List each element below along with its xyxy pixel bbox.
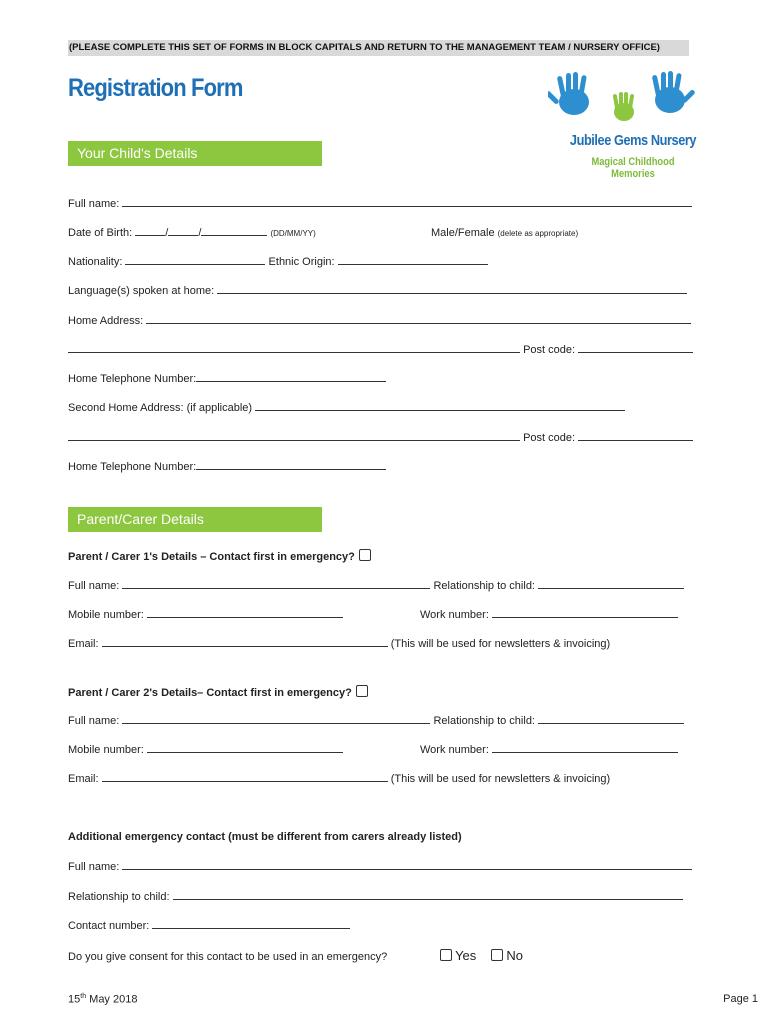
- consent-yes-checkbox[interactable]: [440, 949, 452, 961]
- language-field[interactable]: [217, 284, 687, 294]
- second-address-line2-field[interactable]: [68, 431, 520, 441]
- footer-date-suffix: th: [80, 993, 87, 1000]
- carer2-email-row: [68, 772, 610, 786]
- carer2-email-note: (This will be used for newsletters & invoicing): [390, 773, 611, 785]
- footer-date: [68, 993, 137, 1006]
- carer1-email-row: [68, 637, 610, 651]
- footer-date-rest: May 2018: [86, 993, 138, 1006]
- carer2-heading-row: [68, 685, 368, 699]
- carer2-name-label: Full name:: [68, 715, 120, 727]
- instructions-banner: (PLEASE COMPLETE THIS SET OF FORMS IN BLOCK CAPITALS AND RETURN TO THE MANAGEMENT TEAM / NURSERY OFFICE): [68, 40, 689, 56]
- emergency-name-field[interactable]: [122, 860, 692, 870]
- dob-format-hint: (DD/MM/YY): [270, 229, 316, 238]
- emergency-contact-label: Contact number:: [68, 920, 150, 932]
- logo-name: Jubilee Gems Nursery: [569, 132, 697, 149]
- carer1-heading-row: [68, 549, 371, 563]
- dob-separator: /: [198, 227, 202, 239]
- carer2-work-row: [420, 743, 678, 757]
- carer1-relationship-field[interactable]: [538, 579, 684, 589]
- nationality-label: Nationality:: [68, 256, 123, 268]
- emergency-name-label: Full name:: [68, 861, 120, 873]
- carer1-mobile-field[interactable]: [147, 608, 343, 618]
- gender-note: (delete as appropriate): [497, 229, 579, 238]
- emergency-contact-row: [68, 919, 350, 933]
- carer1-email-note: (This will be used for newsletters & invoicing): [390, 638, 611, 650]
- child-full-name-row: [68, 197, 692, 211]
- dob-month-field[interactable]: [168, 226, 198, 236]
- home-address-row: [68, 314, 691, 328]
- emergency-heading: Additional emergency contact (must be different from carers already listed): [68, 831, 462, 843]
- carer2-work-label: Work number:: [420, 744, 489, 756]
- carer1-email-field[interactable]: [102, 637, 388, 647]
- consent-yes-label: Yes: [455, 948, 477, 963]
- postcode-field[interactable]: [578, 343, 693, 353]
- postcode-label: Post code:: [523, 344, 576, 356]
- section-parent-details: Parent/Carer Details: [68, 507, 322, 532]
- emergency-relationship-field[interactable]: [173, 890, 683, 900]
- postcode2-field[interactable]: [578, 431, 693, 441]
- home-tel2-field[interactable]: [196, 460, 386, 470]
- carer2-emergency-checkbox[interactable]: [356, 685, 368, 697]
- carer1-heading: Parent / Carer 1's Details – Contact first in emergency?: [68, 551, 355, 563]
- carer1-relationship-label: Relationship to child:: [433, 580, 535, 592]
- second-address-field[interactable]: [255, 401, 625, 411]
- carer2-email-label: Email:: [68, 773, 99, 785]
- nursery-logo: [548, 70, 708, 178]
- home-address-label: Home Address:: [68, 315, 144, 327]
- carer2-work-field[interactable]: [492, 743, 678, 753]
- carer1-mobile-row: [68, 608, 343, 622]
- section-child-details: Your Child's Details: [68, 141, 322, 166]
- ethnic-origin-label: Ethnic Origin:: [268, 256, 335, 268]
- language-row: [68, 284, 687, 298]
- postcode2-label: Post code:: [523, 432, 576, 444]
- carer1-mobile-label: Mobile number:: [68, 609, 144, 621]
- carer1-name-label: Full name:: [68, 580, 120, 592]
- page-title: Registration Form: [68, 74, 243, 102]
- second-address-row: [68, 401, 625, 415]
- second-address-label: Second Home Address: (if applicable): [68, 402, 253, 414]
- carer1-work-field[interactable]: [492, 608, 678, 618]
- language-label: Language(s) spoken at home:: [68, 285, 215, 297]
- footer-date-day: 15: [68, 993, 81, 1006]
- nationality-row: [68, 255, 488, 269]
- child-dob-row: [68, 226, 316, 240]
- consent-no-label: No: [506, 948, 524, 963]
- carer2-mobile-row: [68, 743, 343, 757]
- carer2-mobile-label: Mobile number:: [68, 744, 144, 756]
- gender-label: Male/Female: [431, 227, 495, 239]
- ethnic-origin-field[interactable]: [338, 255, 488, 265]
- child-full-name-label: Full name:: [68, 198, 120, 210]
- gender-row[interactable]: [431, 226, 578, 240]
- carer2-relationship-field[interactable]: [538, 714, 684, 724]
- carer1-work-row: [420, 608, 678, 622]
- home-address-field[interactable]: [146, 314, 691, 324]
- page-number: Page 1: [723, 993, 758, 1005]
- carer1-email-label: Email:: [68, 638, 99, 650]
- home-tel2-row: [68, 460, 386, 474]
- dob-separator: /: [165, 227, 169, 239]
- home-tel-row: [68, 372, 386, 386]
- carer2-name-row: [68, 714, 684, 728]
- consent-row: [68, 950, 387, 964]
- carer2-heading: Parent / Carer 2's Details– Contact first in emergency?: [68, 687, 352, 699]
- dob-day-field[interactable]: [135, 226, 165, 236]
- child-dob-label: Date of Birth:: [68, 227, 133, 239]
- home-tel-field[interactable]: [196, 372, 386, 382]
- emergency-relationship-row: [68, 890, 683, 904]
- carer2-mobile-field[interactable]: [147, 743, 343, 753]
- second-address-line2-row: [68, 431, 693, 445]
- emergency-contact-field[interactable]: [152, 919, 350, 929]
- logo-tagline: Magical Childhood Memories: [591, 156, 675, 180]
- carer1-work-label: Work number:: [420, 609, 489, 621]
- carer2-relationship-label: Relationship to child:: [433, 715, 535, 727]
- home-tel2-label: Home Telephone Number:: [68, 461, 197, 473]
- emergency-relationship-label: Relationship to child:: [68, 891, 170, 903]
- carer1-name-field[interactable]: [122, 579, 430, 589]
- home-address-line2-row: [68, 343, 693, 357]
- consent-label: Do you give consent for this contact to be used in an emergency?: [68, 951, 388, 963]
- consent-no-checkbox[interactable]: [491, 949, 503, 961]
- home-tel-label: Home Telephone Number:: [68, 373, 197, 385]
- carer2-name-field[interactable]: [122, 714, 430, 724]
- home-address-line2-field[interactable]: [68, 343, 520, 353]
- consent-options: [436, 949, 523, 963]
- child-full-name-field[interactable]: [122, 197, 692, 207]
- carer1-emergency-checkbox[interactable]: [359, 549, 371, 561]
- carer2-email-field[interactable]: [102, 772, 388, 782]
- emergency-name-row: [68, 860, 692, 874]
- carer1-name-row: [68, 579, 684, 593]
- dob-year-field[interactable]: [201, 226, 267, 236]
- nationality-field[interactable]: [125, 255, 265, 265]
